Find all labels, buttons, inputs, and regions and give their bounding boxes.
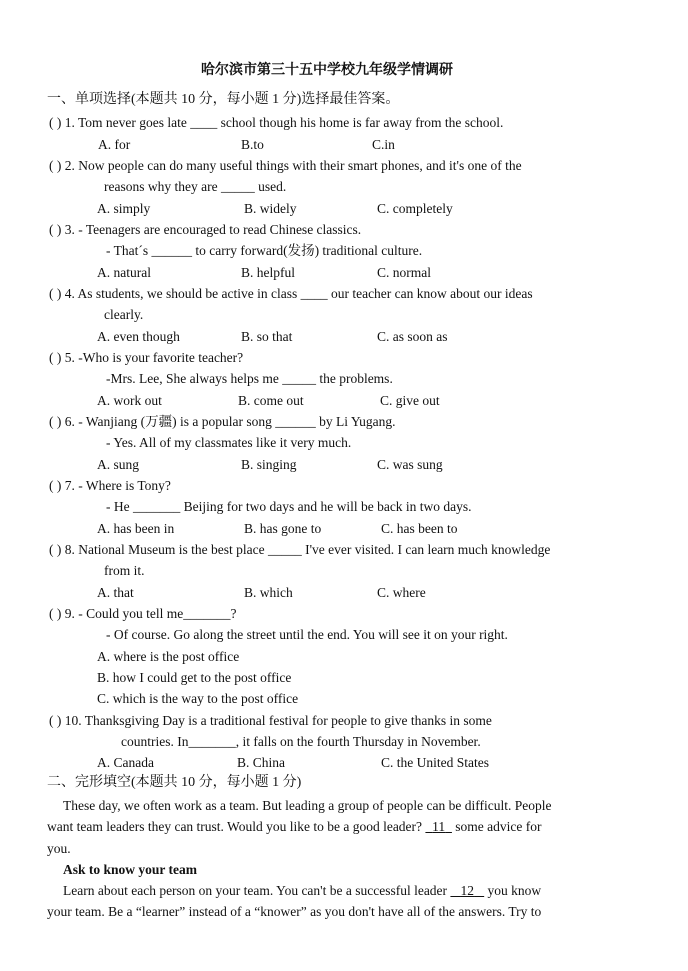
passage-line-4-text: Learn about each person on your team. You can't be a successful leader (63, 883, 448, 898)
passage-line-2 (47, 820, 542, 834)
question-1-stem: ( ) 1. Tom never goes late ____ school though his home is far away from the school. (49, 115, 504, 130)
question-3-stem: ( ) 3. - Teenagers are encouraged to read Chinese classics. (49, 222, 362, 237)
passage-line-1: These day, we often work as a team. But leading a group of people can be difficult. People (63, 798, 552, 813)
question-9-option-b: B. how I could get to the post office (97, 670, 292, 685)
question-10-option-b: B. China (237, 755, 286, 770)
question-5-stem-cont: -Mrs. Lee, She always helps me _____ the problems. (106, 371, 393, 386)
question-4-option-c: C. as soon as (377, 329, 448, 344)
question-5-stem: ( ) 5. -Who is your favorite teacher? (49, 350, 244, 365)
question-9-option-a: A. where is the post office (97, 649, 240, 664)
question-6-option-a: A. sung (97, 457, 140, 472)
question-4-option-b: B. so that (241, 329, 293, 344)
page-title: 哈尔滨市第三十五中学校九年级学情调研 (201, 63, 453, 78)
blank-12 (450, 883, 484, 898)
question-10-option-a: A. Canada (97, 755, 154, 770)
question-9-stem: ( ) 9. - Could you tell me_______? (49, 606, 237, 621)
question-5-option-a: A. work out (97, 393, 162, 408)
section1-heading: 一、单项选择(本题共 10 分，每小题 1 分)选择最佳答案。 (47, 92, 400, 107)
question-8-stem-cont: from it. (104, 563, 145, 578)
question-2-option-b: B. widely (244, 201, 297, 216)
question-8-option-c: C. where (377, 585, 426, 600)
question-7-option-a: A. has been in (97, 521, 175, 536)
question-8-option-b: B. which (244, 585, 293, 600)
question-8-option-a: A. that (97, 585, 134, 600)
question-6-stem: ( ) 6. - Wanjiang (万疆) is a popular song ______ by Li Yugang. (49, 414, 396, 429)
question-1-option-b: B.to (241, 137, 264, 152)
question-3-option-b: B. helpful (241, 265, 295, 280)
question-5-option-c: C. give out (380, 393, 440, 408)
question-7-stem: ( ) 7. - Where is Tony? (49, 478, 171, 493)
question-9-stem-cont: - Of course. Go along the street until the end. You will see it on your right. (106, 627, 508, 642)
question-1-option-c: C.in (372, 137, 395, 152)
question-2-option-c: C. completely (377, 201, 453, 216)
question-3-option-c: C. normal (377, 265, 431, 280)
blank-11 (425, 819, 452, 834)
question-6-stem-cont: - Yes. All of my classmates like it very much. (106, 435, 352, 450)
question-6-option-c: C. was sung (377, 457, 443, 472)
question-3-stem-cont: - That´s ______ to carry forward(发扬) traditional culture. (106, 243, 423, 258)
question-7-option-c: C. has been to (381, 521, 458, 536)
question-4-stem: ( ) 4. As students, we should be active in class ____ our teacher can know about our ideas (49, 286, 533, 301)
question-1-option-a: A. for (98, 137, 131, 152)
passage-line-2-end: some advice for (455, 819, 542, 834)
question-5-option-b: B. come out (238, 393, 304, 408)
passage-line-2-text: want team leaders they can trust. Would you like to be a good leader? (47, 819, 423, 834)
question-6-option-b: B. singing (241, 457, 297, 472)
question-3-option-a: A. natural (97, 265, 151, 280)
question-10-option-c: C. the United States (381, 755, 489, 770)
question-2-option-a: A. simply (97, 201, 151, 216)
blank-12-number: 12 (460, 883, 475, 898)
question-7-stem-cont: - He _______ Beijing for two days and he will be back in two days. (106, 499, 472, 514)
passage-line-3: you. (47, 841, 71, 856)
question-10-stem-cont: countries. In_______, it falls on the fourth Thursday in November. (121, 734, 481, 749)
question-7-option-b: B. has gone to (244, 521, 322, 536)
question-2-stem-cont: reasons why they are _____ used. (104, 179, 287, 194)
question-4-stem-cont: clearly. (104, 307, 144, 322)
section2-heading: 二、完形填空(本题共 10 分，每小题 1 分) (47, 775, 302, 790)
passage-subheading: Ask to know your team (63, 862, 198, 877)
passage-line-4 (63, 884, 541, 898)
question-10-stem: ( ) 10. Thanksgiving Day is a traditional festival for people to give thanks in some (49, 713, 492, 728)
question-8-stem: ( ) 8. National Museum is the best place _____ I've ever visited. I can learn much knowledge (49, 542, 551, 557)
blank-11-number: 11 (432, 819, 446, 834)
question-9-option-c: C. which is the way to the post office (97, 691, 299, 706)
question-4-option-a: A. even though (97, 329, 180, 344)
passage-line-4-end: you know (487, 883, 542, 898)
passage-line-5: your team. Be a “learner” instead of a “knower” as you don't have all of the answers. Try to (47, 904, 542, 919)
question-2-stem: ( ) 2. Now people can do many useful things with their smart phones, and it's one of the (49, 158, 522, 173)
